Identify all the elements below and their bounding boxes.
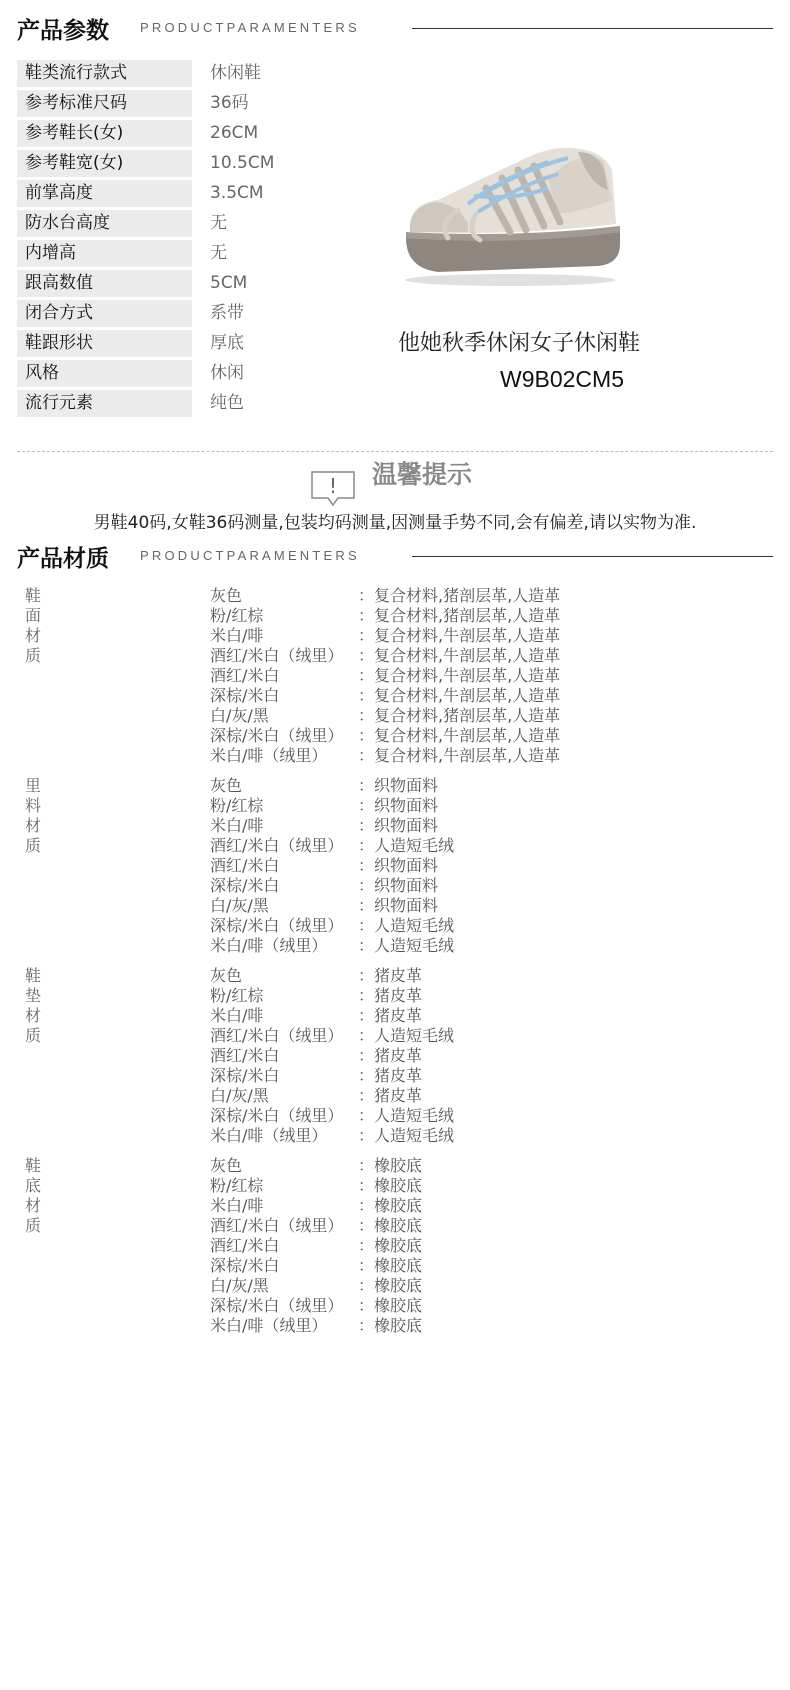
material-value: ：织物面料 (358, 896, 439, 915)
param-row (17, 180, 347, 210)
param-label: 流行元素 (17, 390, 192, 417)
material-section-header (17, 540, 773, 576)
material-value: ：橡胶底 (358, 1276, 423, 1295)
material-value: ：人造短毛绒 (358, 916, 455, 935)
material-section-title: 产品材质 (17, 546, 109, 572)
material-color: 酒红/米白 (210, 1046, 280, 1065)
material-color: 米白/啡 (210, 816, 264, 835)
params-section-rule (412, 28, 773, 29)
material-color: 白/灰/黑 (210, 1276, 269, 1295)
material-color: 米白/啡 (210, 1196, 264, 1215)
material-color: 深棕/米白 (210, 686, 280, 705)
param-label: 内增高 (17, 240, 192, 267)
material-color: 酒红/米白（绒里） (210, 836, 344, 855)
tip-title: 温馨提示 (372, 460, 473, 489)
material-value: ：猪皮革 (358, 1046, 423, 1065)
param-value: 纯色 (210, 393, 244, 413)
material-value: ：橡胶底 (358, 1236, 423, 1255)
material-color: 粉/红棕 (210, 606, 264, 625)
material-color: 白/灰/黑 (210, 706, 269, 725)
material-value: ：橡胶底 (358, 1176, 423, 1195)
param-row (17, 210, 347, 240)
material-value: ：织物面料 (358, 856, 439, 875)
param-label: 防水台高度 (17, 210, 192, 237)
material-color: 粉/红棕 (210, 986, 264, 1005)
param-row (17, 390, 347, 420)
param-row (17, 300, 347, 330)
material-color: 灰色 (210, 1156, 243, 1175)
material-color: 灰色 (210, 966, 243, 985)
param-value: 休闲鞋 (210, 63, 261, 83)
params-table (17, 60, 347, 420)
product-shoe-image (398, 140, 628, 290)
material-value: ：人造短毛绒 (358, 936, 455, 955)
material-value: ：复合材料,牛剖层革,人造革 (358, 746, 561, 765)
material-value: ：复合材料,牛剖层革,人造革 (358, 666, 561, 685)
material-value: ：织物面料 (358, 796, 439, 815)
material-value: ：猪皮革 (358, 986, 423, 1005)
material-value: ：人造短毛绒 (358, 1126, 455, 1145)
material-color: 酒红/米白 (210, 1236, 280, 1255)
material-color: 粉/红棕 (210, 796, 264, 815)
warning-mark: ! (328, 474, 338, 498)
material-value: ：橡胶底 (358, 1256, 423, 1275)
param-row (17, 240, 347, 270)
param-value: 5CM (210, 273, 248, 293)
material-value: ：橡胶底 (358, 1196, 423, 1215)
material-color: 深棕/米白 (210, 1066, 280, 1085)
param-value: 无 (210, 213, 227, 233)
material-value: ：复合材料,牛剖层革,人造革 (358, 726, 561, 745)
param-row (17, 330, 347, 360)
tip-text: 男鞋40码,女鞋36码测量,包装均码测量,因测量手势不同,会有偏差,请以实物为准. (93, 513, 697, 533)
param-label: 风格 (17, 360, 192, 387)
param-value: 无 (210, 243, 227, 263)
product-name: 他她秋季休闲女子休闲鞋 (398, 331, 641, 356)
material-group-label: 里料材质 (25, 776, 42, 855)
param-value: 10.5CM (210, 153, 275, 173)
material-value: ：人造短毛绒 (358, 836, 455, 855)
param-value: 系带 (210, 303, 244, 323)
material-color: 白/灰/黑 (210, 896, 269, 915)
param-value: 厚底 (210, 333, 244, 353)
param-value: 3.5CM (210, 183, 264, 203)
material-color: 深棕/米白 (210, 876, 280, 895)
material-color: 酒红/米白（绒里） (210, 1216, 344, 1235)
material-color: 酒红/米白（绒里） (210, 646, 344, 665)
material-value: ：织物面料 (358, 816, 439, 835)
param-label: 鞋类流行款式 (17, 60, 192, 87)
material-color: 深棕/米白 (210, 1256, 280, 1275)
params-section-subtitle: PRODUCTPARAMENTERS (140, 20, 360, 35)
param-row (17, 90, 347, 120)
material-section-rule (412, 556, 773, 557)
params-section-header (17, 12, 773, 48)
param-row (17, 360, 347, 390)
product-code: W9B02CM5 (500, 366, 624, 392)
material-value: ：橡胶底 (358, 1156, 423, 1175)
material-color: 米白/啡 (210, 1006, 264, 1025)
material-color: 米白/啡（绒里） (210, 746, 328, 765)
material-value: ：人造短毛绒 (358, 1106, 455, 1125)
param-value: 休闲 (210, 363, 244, 383)
material-value: ：猪皮革 (358, 966, 423, 985)
material-value: ：橡胶底 (358, 1316, 423, 1335)
material-value: ：复合材料,猪剖层革,人造革 (358, 606, 561, 625)
material-color: 粉/红棕 (210, 1176, 264, 1195)
material-value: ：猪皮革 (358, 1006, 423, 1025)
material-color: 白/灰/黑 (210, 1086, 269, 1105)
material-color: 深棕/米白（绒里） (210, 916, 344, 935)
material-color: 深棕/米白（绒里） (210, 1296, 344, 1315)
warning-speech-bubble-icon (310, 470, 356, 508)
param-row (17, 120, 347, 150)
param-label: 闭合方式 (17, 300, 192, 327)
param-label: 参考鞋宽(女) (17, 150, 192, 177)
param-label: 前掌高度 (17, 180, 192, 207)
material-section-subtitle: PRODUCTPARAMENTERS (140, 548, 360, 563)
param-label: 跟高数值 (17, 270, 192, 297)
material-group-label: 鞋垫材质 (25, 966, 42, 1045)
param-value: 26CM (210, 123, 259, 143)
material-value: ：织物面料 (358, 876, 439, 895)
material-color: 深棕/米白（绒里） (210, 726, 344, 745)
material-color: 酒红/米白（绒里） (210, 1026, 344, 1045)
param-row (17, 150, 347, 180)
material-color: 深棕/米白（绒里） (210, 1106, 344, 1125)
param-value: 36码 (210, 93, 249, 113)
material-color: 米白/啡（绒里） (210, 1316, 328, 1335)
material-value: ：人造短毛绒 (358, 1026, 455, 1045)
material-value: ：织物面料 (358, 776, 439, 795)
material-color: 酒红/米白 (210, 666, 280, 685)
material-value: ：猪皮革 (358, 1066, 423, 1085)
material-group-label: 鞋底材质 (25, 1156, 42, 1235)
material-color: 米白/啡（绒里） (210, 936, 328, 955)
material-value: ：猪皮革 (358, 1086, 423, 1105)
material-color: 灰色 (210, 586, 243, 605)
param-row (17, 60, 347, 90)
material-value: ：复合材料,猪剖层革,人造革 (358, 586, 561, 605)
material-color: 酒红/米白 (210, 856, 280, 875)
material-color: 米白/啡 (210, 626, 264, 645)
material-color: 米白/啡（绒里） (210, 1126, 328, 1145)
material-value: ：复合材料,牛剖层革,人造革 (358, 646, 561, 665)
param-row (17, 270, 347, 300)
param-label: 鞋跟形状 (17, 330, 192, 357)
material-value: ：复合材料,猪剖层革,人造革 (358, 706, 561, 725)
material-color: 灰色 (210, 776, 243, 795)
material-value: ：复合材料,牛剖层革,人造革 (358, 686, 561, 705)
param-label: 参考鞋长(女) (17, 120, 192, 147)
param-label: 参考标准尺码 (17, 90, 192, 117)
material-group-label: 鞋面材质 (25, 586, 42, 665)
material-value: ：橡胶底 (358, 1216, 423, 1235)
material-value: ：复合材料,牛剖层革,人造革 (358, 626, 561, 645)
params-section-title: 产品参数 (17, 18, 109, 44)
material-value: ：橡胶底 (358, 1296, 423, 1315)
dashed-divider (17, 451, 773, 452)
